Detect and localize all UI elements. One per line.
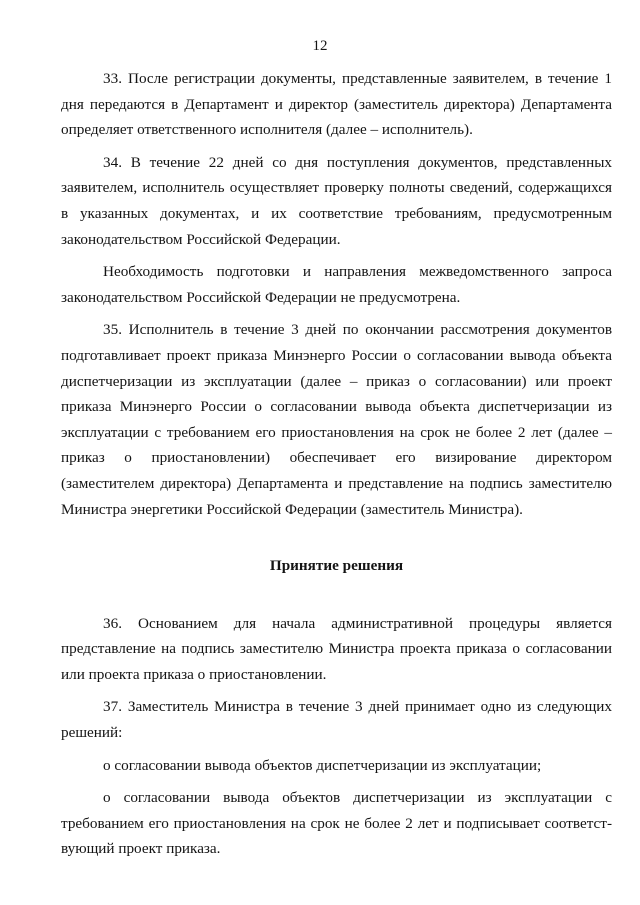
paragraph-33: 33. После регистрации документы, представленные заявителем, в течение 1 дня передаются в Департамент и директор (заместитель директора) Департамента определяет ответственного исполнителя (далее – исполнитель). — [61, 70, 612, 139]
document-body — [61, 66, 612, 862]
paragraph-36: 36. Основанием для начала административной процедуры является представление на подпись заместителю Министра проекта приказа о согласовании или проекта приказа о приостановлении. — [61, 614, 612, 683]
page-number: 12 — [312, 38, 328, 54]
decision-option-approval: о согласовании вывода объектов диспетчеризации из эксплуатации; — [103, 756, 542, 774]
decision-option-suspension: о согласовании вывода объектов диспетчеризации из эксплуатации с требованием его приостановления на срок не более 2 лет и подписывает соответст-вующий проект приказа. — [61, 789, 612, 858]
paragraph-34: 34. В течение 22 дней со дня поступления документов, представленных заявителем, исполнитель осуществляет проверку полноты сведений, содержащихся в указанных документах, и их соответствие требованиям, предусмотренным законодательством Российской Федерации. — [61, 153, 612, 248]
paragraph-interagency-request: Необходимость подготовки и направления межведомственного запроса законодательством Российской Федерации не предусмотрена. — [61, 263, 612, 306]
section-heading: Принятие решения — [269, 557, 404, 575]
paragraph-37: 37. Заместитель Министра в течение 3 дней принимает одно из следующих решений: — [61, 698, 612, 742]
paragraph-35: 35. Исполнитель в течение 3 дней по окончании рассмотрения документов подготавливает проект приказа Минэнерго России о согласовании вывода объекта диспетчеризации из эксплуатации (далее – приказ о согласовании) или проект приказа Минэнерго России о согласовании вывода объекта диспетчеризации из эксплуатации с требованием его приостановления на срок не более 2 лет (далее – приказ о приостановлении) обеспечивает его визирование директором (заместителем директора) Департамента и представление на подпись заместителю Министра энергетики Российской Федерации (заместитель Министра). — [61, 321, 612, 518]
